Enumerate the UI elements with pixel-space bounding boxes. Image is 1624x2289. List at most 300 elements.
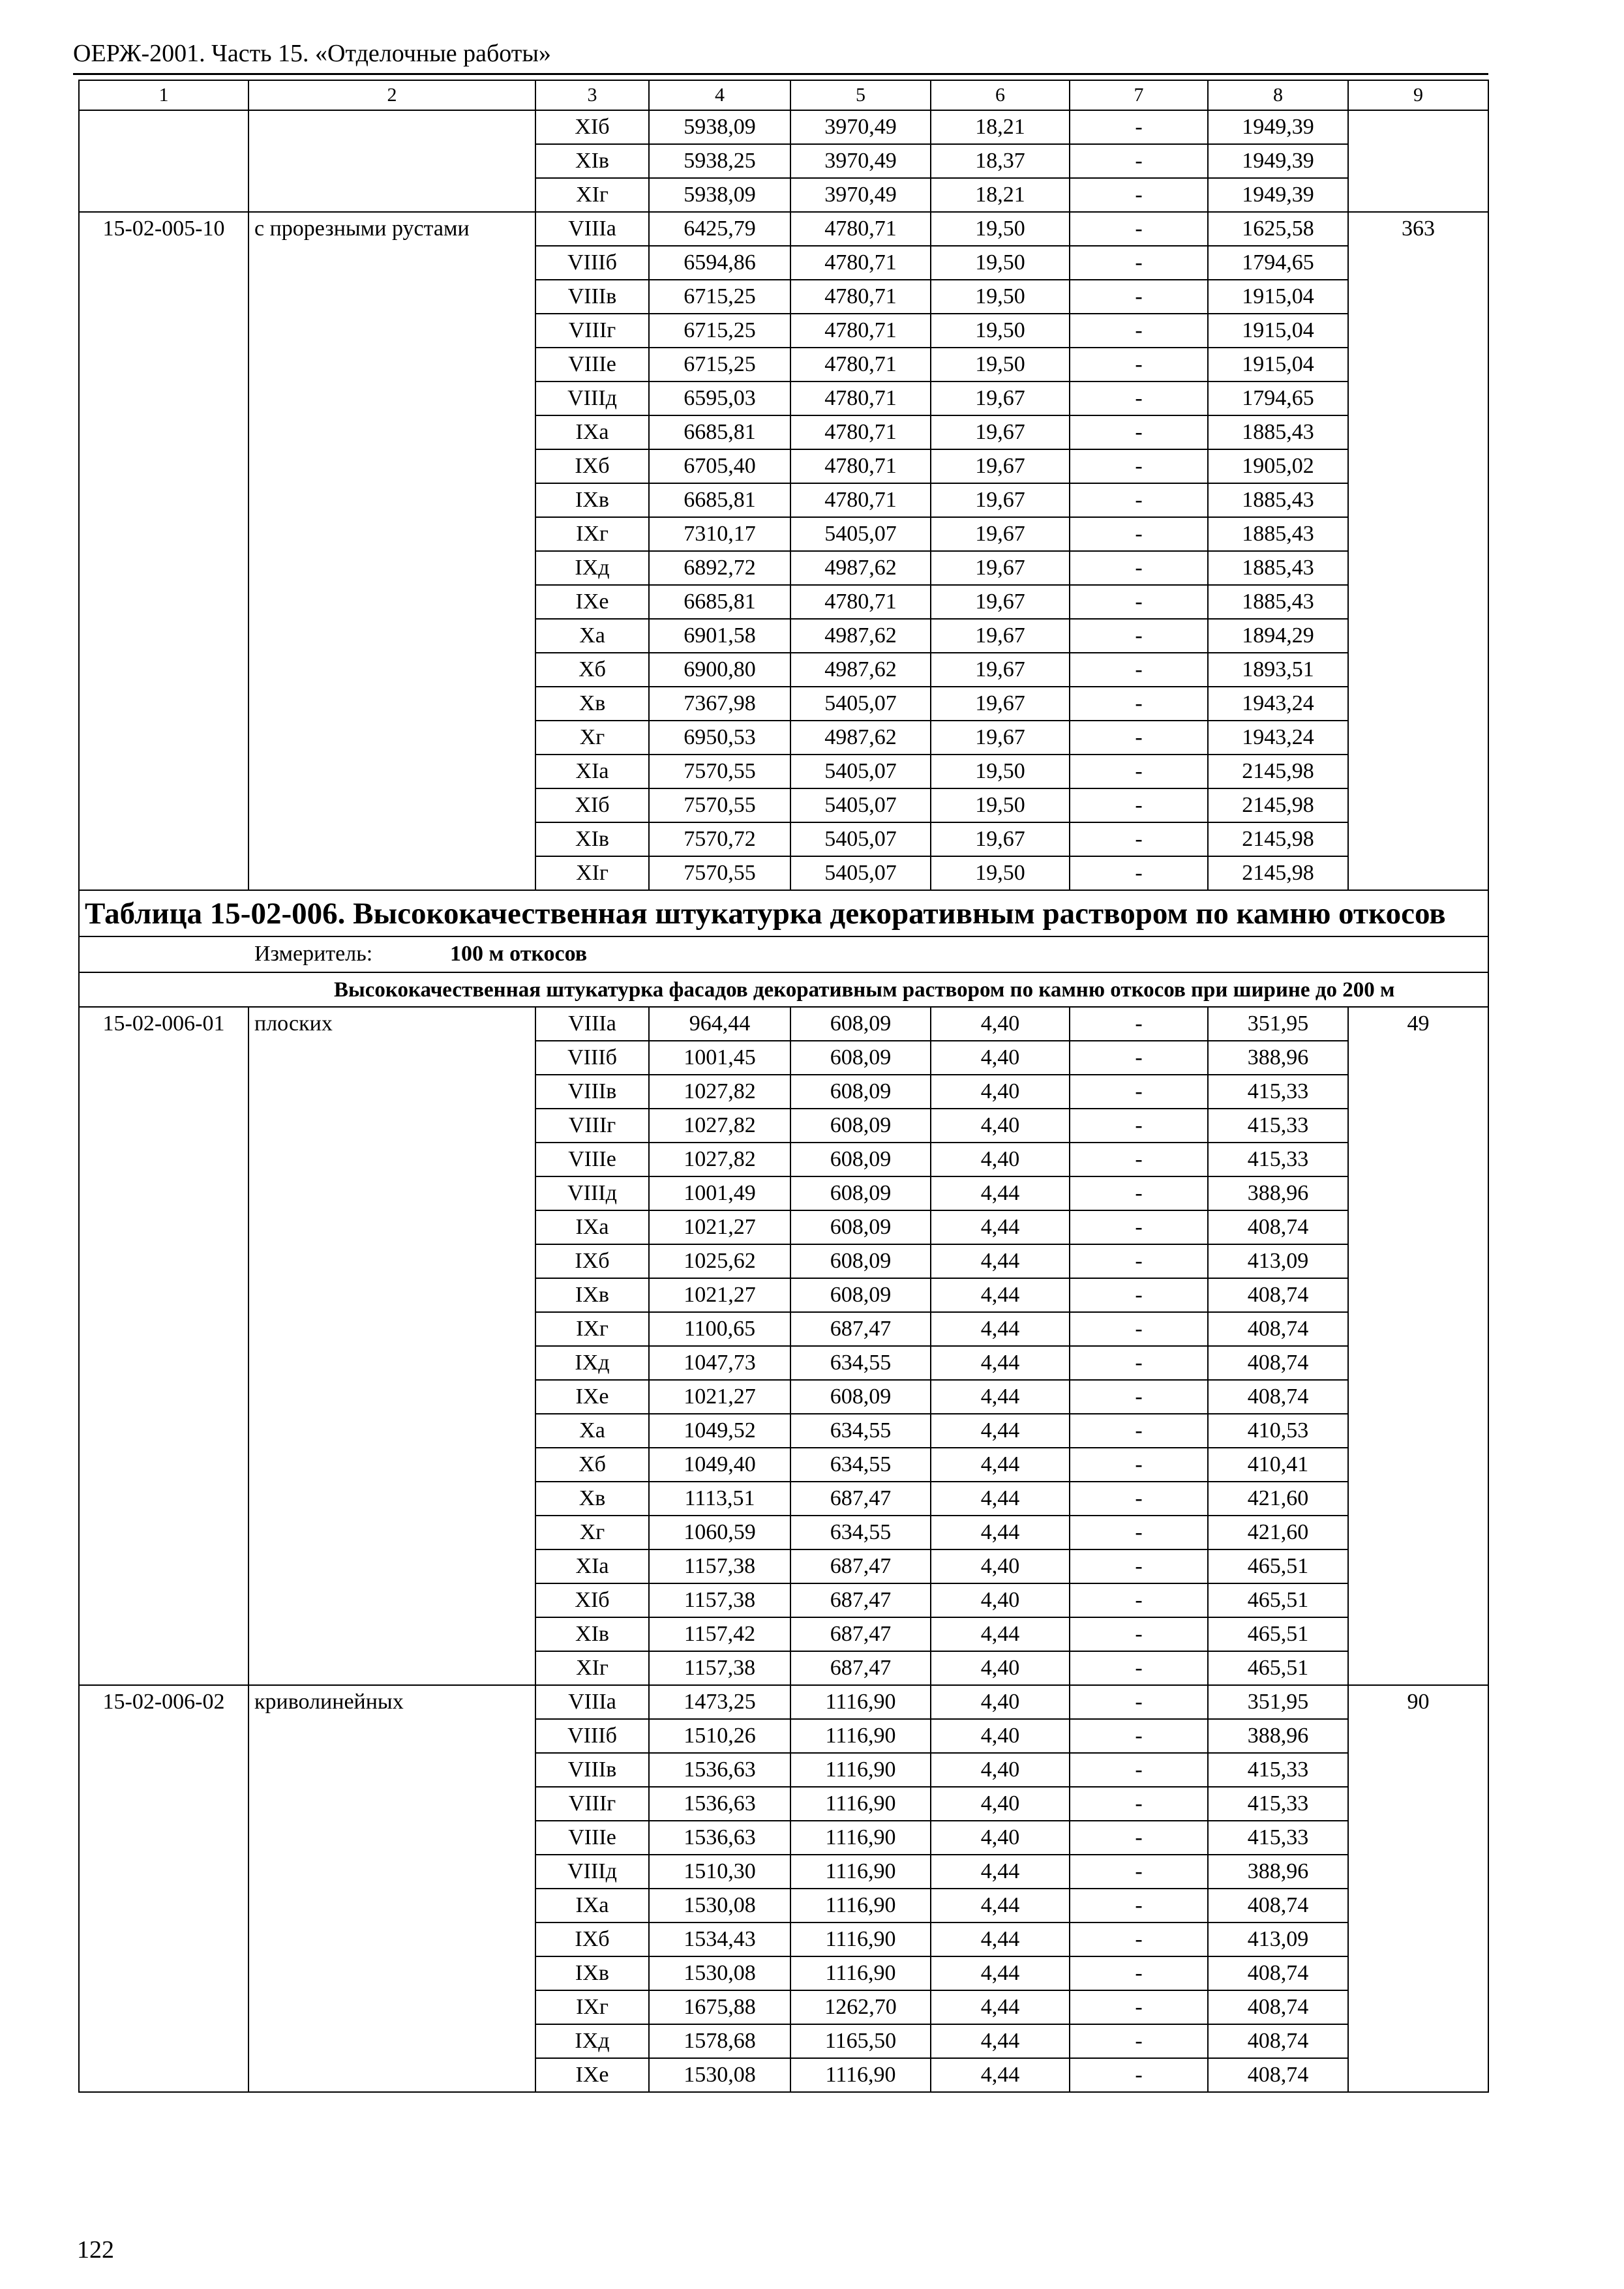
total-cost-cell: 1578,68 [649, 2024, 790, 2058]
machine-cost-cell: 19,67 [931, 822, 1070, 856]
driver-wages-cell: - [1070, 653, 1208, 687]
material-cost-cell: 1943,24 [1208, 687, 1348, 721]
driver-wages-cell: - [1070, 246, 1208, 280]
total-cost-cell: 1049,52 [649, 1414, 790, 1448]
machine-cost-cell: 4,40 [931, 1041, 1070, 1075]
total-cost-cell: 7570,55 [649, 788, 790, 822]
wages-cell: 5405,07 [790, 822, 931, 856]
driver-wages-cell: - [1070, 1685, 1208, 1719]
total-cost-cell: 1021,27 [649, 1278, 790, 1312]
material-cost-cell: 408,74 [1208, 1990, 1348, 2024]
rate-code-cell: 15-02-006-02 [79, 1685, 248, 2092]
machine-cost-cell: 19,67 [931, 517, 1070, 551]
driver-wages-cell: - [1070, 1143, 1208, 1176]
material-cost-cell: 1949,39 [1208, 144, 1348, 178]
material-cost-cell: 1915,04 [1208, 280, 1348, 314]
total-cost-cell: 1047,73 [649, 1346, 790, 1380]
zone-cell: IXг [535, 1990, 649, 2024]
material-cost-cell: 1915,04 [1208, 348, 1348, 382]
total-cost-cell: 1536,63 [649, 1821, 790, 1855]
machine-cost-cell: 4,44 [931, 1414, 1070, 1448]
wages-cell: 634,55 [790, 1346, 931, 1380]
wages-cell: 4780,71 [790, 483, 931, 517]
driver-wages-cell: - [1070, 822, 1208, 856]
material-cost-cell: 2145,98 [1208, 822, 1348, 856]
machine-cost-cell: 4,40 [931, 1753, 1070, 1787]
wages-cell: 1116,90 [790, 1855, 931, 1889]
zone-cell: Xв [535, 687, 649, 721]
machine-cost-cell: 19,50 [931, 348, 1070, 382]
wages-cell: 1116,90 [790, 1922, 931, 1956]
driver-wages-cell: - [1070, 314, 1208, 348]
driver-wages-cell: - [1070, 144, 1208, 178]
rate-code-cell: 15-02-005-10 [79, 212, 248, 890]
machine-cost-cell: 4,44 [931, 1278, 1070, 1312]
wages-cell: 4987,62 [790, 551, 931, 585]
driver-wages-cell: - [1070, 1617, 1208, 1651]
driver-wages-cell: - [1070, 1482, 1208, 1516]
material-cost-cell: 351,95 [1208, 1007, 1348, 1041]
machine-cost-cell: 4,44 [931, 1617, 1070, 1651]
header-rule [73, 73, 1488, 75]
wages-cell: 634,55 [790, 1516, 931, 1549]
wages-cell: 4780,71 [790, 314, 931, 348]
total-cost-cell: 6425,79 [649, 212, 790, 246]
driver-wages-cell: - [1070, 2058, 1208, 2092]
total-cost-cell: 6715,25 [649, 314, 790, 348]
machine-cost-cell: 19,50 [931, 280, 1070, 314]
wages-cell: 3970,49 [790, 178, 931, 212]
zone-cell: VIIIв [535, 1075, 649, 1109]
wages-cell: 4780,71 [790, 212, 931, 246]
meter-cell [79, 936, 1488, 972]
total-cost-cell: 964,44 [649, 1007, 790, 1041]
material-cost-cell: 408,74 [1208, 1210, 1348, 1244]
zone-cell: Xг [535, 721, 649, 755]
wages-cell: 634,55 [790, 1414, 931, 1448]
page-number: 122 [77, 2236, 114, 2264]
total-cost-cell: 1157,38 [649, 1583, 790, 1617]
zone-cell: IXг [535, 1312, 649, 1346]
total-cost-cell: 1510,26 [649, 1719, 790, 1753]
total-cost-cell: 7310,17 [649, 517, 790, 551]
rate-code-cell [79, 110, 248, 212]
driver-wages-cell: - [1070, 1244, 1208, 1278]
column-number: 7 [1070, 80, 1208, 110]
machine-cost-cell: 4,44 [931, 1176, 1070, 1210]
driver-wages-cell: - [1070, 1719, 1208, 1753]
zone-cell: XIв [535, 144, 649, 178]
zone-cell: VIIIд [535, 1176, 649, 1210]
total-cost-cell: 6685,81 [649, 585, 790, 619]
machine-cost-cell: 19,67 [931, 721, 1070, 755]
work-description-cell [248, 110, 535, 212]
zone-cell: VIIIб [535, 246, 649, 280]
driver-wages-cell: - [1070, 619, 1208, 653]
machine-cost-cell: 19,67 [931, 585, 1070, 619]
driver-wages-cell: - [1070, 1007, 1208, 1041]
material-cost-cell: 408,74 [1208, 2058, 1348, 2092]
material-cost-cell: 415,33 [1208, 1787, 1348, 1821]
column-number: 2 [248, 80, 535, 110]
machine-cost-cell: 4,44 [931, 1312, 1070, 1346]
material-cost-cell: 2145,98 [1208, 788, 1348, 822]
driver-wages-cell: - [1070, 1075, 1208, 1109]
wages-cell: 608,09 [790, 1244, 931, 1278]
total-cost-cell: 1530,08 [649, 1956, 790, 1990]
wages-cell: 608,09 [790, 1278, 931, 1312]
machine-cost-cell: 19,50 [931, 212, 1070, 246]
labor-cost-cell [1348, 110, 1488, 212]
wages-cell: 608,09 [790, 1143, 931, 1176]
table-row [79, 212, 1488, 246]
zone-cell: VIIIб [535, 1041, 649, 1075]
wages-cell: 634,55 [790, 1448, 931, 1482]
driver-wages-cell: - [1070, 212, 1208, 246]
zone-cell: VIIIг [535, 1787, 649, 1821]
zone-cell: VIIIа [535, 212, 649, 246]
total-cost-cell: 1157,38 [649, 1651, 790, 1685]
total-cost-cell: 7570,72 [649, 822, 790, 856]
wages-cell: 3970,49 [790, 110, 931, 144]
material-cost-cell: 1885,43 [1208, 551, 1348, 585]
total-cost-cell: 6685,81 [649, 483, 790, 517]
wages-cell: 5405,07 [790, 856, 931, 890]
material-cost-cell: 1905,02 [1208, 449, 1348, 483]
total-cost-cell: 1025,62 [649, 1244, 790, 1278]
zone-cell: XIв [535, 1617, 649, 1651]
driver-wages-cell: - [1070, 687, 1208, 721]
zone-cell: XIг [535, 856, 649, 890]
table-row [79, 1007, 1488, 1041]
material-cost-cell: 1885,43 [1208, 415, 1348, 449]
material-cost-cell: 1894,29 [1208, 619, 1348, 653]
total-cost-cell: 1157,42 [649, 1617, 790, 1651]
driver-wages-cell: - [1070, 1176, 1208, 1210]
machine-cost-cell: 18,21 [931, 110, 1070, 144]
machine-cost-cell: 4,40 [931, 1685, 1070, 1719]
driver-wages-cell: - [1070, 1109, 1208, 1143]
machine-cost-cell: 4,44 [931, 2024, 1070, 2058]
total-cost-cell: 6900,80 [649, 653, 790, 687]
driver-wages-cell: - [1070, 1889, 1208, 1922]
machine-cost-cell: 4,40 [931, 1821, 1070, 1855]
machine-cost-cell: 19,67 [931, 687, 1070, 721]
driver-wages-cell: - [1070, 1549, 1208, 1583]
total-cost-cell: 1049,40 [649, 1448, 790, 1482]
material-cost-cell: 415,33 [1208, 1143, 1348, 1176]
wages-cell: 1116,90 [790, 1719, 931, 1753]
column-number: 1 [79, 80, 248, 110]
machine-cost-cell: 4,40 [931, 1787, 1070, 1821]
total-cost-cell: 1536,63 [649, 1753, 790, 1787]
total-cost-cell: 1021,27 [649, 1380, 790, 1414]
material-cost-cell: 465,51 [1208, 1549, 1348, 1583]
wages-cell: 1116,90 [790, 1787, 931, 1821]
material-cost-cell: 415,33 [1208, 1075, 1348, 1109]
zone-cell: VIIIв [535, 280, 649, 314]
page-header: ОЕРЖ-2001. Часть 15. «Отделочные работы» [73, 40, 551, 67]
zone-cell: Xг [535, 1516, 649, 1549]
material-cost-cell: 1794,65 [1208, 382, 1348, 415]
zone-cell: IXб [535, 1244, 649, 1278]
machine-cost-cell: 19,50 [931, 856, 1070, 890]
wages-cell: 608,09 [790, 1380, 931, 1414]
zone-cell: IXд [535, 2024, 649, 2058]
subheading: Высококачественная штукатурка фасадов декоративным раствором по камню откосов при ширине до 200 м [334, 978, 1395, 1002]
total-cost-cell: 5938,25 [649, 144, 790, 178]
material-cost-cell: 388,96 [1208, 1719, 1348, 1753]
total-cost-cell: 1100,65 [649, 1312, 790, 1346]
machine-cost-cell: 4,40 [931, 1007, 1070, 1041]
total-cost-cell: 6705,40 [649, 449, 790, 483]
machine-cost-cell: 4,44 [931, 1990, 1070, 2024]
material-cost-cell: 421,60 [1208, 1516, 1348, 1549]
total-cost-cell: 7570,55 [649, 755, 790, 788]
wages-cell: 1116,90 [790, 1956, 931, 1990]
wages-cell: 687,47 [790, 1482, 931, 1516]
zone-cell: XIг [535, 178, 649, 212]
zone-cell: VIIIе [535, 348, 649, 382]
labor-cost-cell: 90 [1348, 1685, 1488, 2092]
driver-wages-cell: - [1070, 1821, 1208, 1855]
zone-cell: XIв [535, 822, 649, 856]
zone-cell: IXа [535, 1210, 649, 1244]
total-cost-cell: 6715,25 [649, 280, 790, 314]
machine-cost-cell: 19,67 [931, 551, 1070, 585]
driver-wages-cell: - [1070, 517, 1208, 551]
wages-cell: 3970,49 [790, 144, 931, 178]
material-cost-cell: 415,33 [1208, 1109, 1348, 1143]
driver-wages-cell: - [1070, 348, 1208, 382]
column-number: 8 [1208, 80, 1348, 110]
material-cost-cell: 1893,51 [1208, 653, 1348, 687]
machine-cost-cell: 19,50 [931, 755, 1070, 788]
driver-wages-cell: - [1070, 1990, 1208, 2024]
machine-cost-cell: 18,37 [931, 144, 1070, 178]
driver-wages-cell: - [1070, 449, 1208, 483]
material-cost-cell: 351,95 [1208, 1685, 1348, 1719]
work-description-cell: с прорезными рустами [248, 212, 535, 890]
total-cost-cell: 6685,81 [649, 415, 790, 449]
machine-cost-cell: 4,40 [931, 1143, 1070, 1176]
column-number: 3 [535, 80, 649, 110]
wages-cell: 4780,71 [790, 449, 931, 483]
wages-cell: 5405,07 [790, 755, 931, 788]
zone-cell: IXа [535, 415, 649, 449]
total-cost-cell: 1534,43 [649, 1922, 790, 1956]
zone-cell: Xб [535, 1448, 649, 1482]
total-cost-cell: 6950,53 [649, 721, 790, 755]
driver-wages-cell: - [1070, 1787, 1208, 1821]
wages-cell: 1165,50 [790, 2024, 931, 2058]
zone-cell: VIIIд [535, 1855, 649, 1889]
zone-cell: XIб [535, 1583, 649, 1617]
machine-cost-cell: 4,44 [931, 1380, 1070, 1414]
driver-wages-cell: - [1070, 483, 1208, 517]
zone-cell: VIIIг [535, 314, 649, 348]
table-body [79, 80, 1488, 2092]
work-description-cell: криволинейных [248, 1685, 535, 2092]
wages-cell: 4987,62 [790, 653, 931, 687]
material-cost-cell: 388,96 [1208, 1176, 1348, 1210]
driver-wages-cell: - [1070, 1956, 1208, 1990]
driver-wages-cell: - [1070, 1278, 1208, 1312]
zone-cell: IXд [535, 551, 649, 585]
wages-cell: 608,09 [790, 1176, 931, 1210]
machine-cost-cell: 19,67 [931, 619, 1070, 653]
machine-cost-cell: 4,40 [931, 1651, 1070, 1685]
wages-cell: 4780,71 [790, 280, 931, 314]
subheading-cell [79, 972, 1488, 1007]
machine-cost-cell: 19,67 [931, 382, 1070, 415]
zone-cell: IXг [535, 517, 649, 551]
wages-cell: 608,09 [790, 1007, 931, 1041]
zone-cell: VIIIв [535, 1753, 649, 1787]
machine-cost-cell: 4,44 [931, 1346, 1070, 1380]
total-cost-cell: 1536,63 [649, 1787, 790, 1821]
column-number: 4 [649, 80, 790, 110]
zone-cell: IXе [535, 585, 649, 619]
column-number: 9 [1348, 80, 1488, 110]
total-cost-cell: 1510,30 [649, 1855, 790, 1889]
zone-cell: XIб [535, 788, 649, 822]
total-cost-cell: 6715,25 [649, 348, 790, 382]
driver-wages-cell: - [1070, 1753, 1208, 1787]
total-cost-cell: 7570,55 [649, 856, 790, 890]
driver-wages-cell: - [1070, 1312, 1208, 1346]
driver-wages-cell: - [1070, 1380, 1208, 1414]
driver-wages-cell: - [1070, 110, 1208, 144]
total-cost-cell: 1530,08 [649, 2058, 790, 2092]
driver-wages-cell: - [1070, 585, 1208, 619]
meter-value: 100 м откосов [450, 941, 588, 966]
wages-cell: 687,47 [790, 1312, 931, 1346]
zone-cell: IXв [535, 1956, 649, 1990]
driver-wages-cell: - [1070, 1922, 1208, 1956]
meter-label: Измеритель: [254, 941, 373, 966]
material-cost-cell: 1794,65 [1208, 246, 1348, 280]
wages-cell: 5405,07 [790, 788, 931, 822]
total-cost-cell: 1001,45 [649, 1041, 790, 1075]
wages-cell: 4780,71 [790, 382, 931, 415]
machine-cost-cell: 19,67 [931, 449, 1070, 483]
zone-cell: IXб [535, 1922, 649, 1956]
wages-cell: 4987,62 [790, 721, 931, 755]
driver-wages-cell: - [1070, 1448, 1208, 1482]
driver-wages-cell: - [1070, 178, 1208, 212]
total-cost-cell: 1027,82 [649, 1075, 790, 1109]
material-cost-cell: 410,53 [1208, 1414, 1348, 1448]
material-cost-cell: 408,74 [1208, 1312, 1348, 1346]
wages-cell: 4780,71 [790, 348, 931, 382]
material-cost-cell: 408,74 [1208, 1346, 1348, 1380]
column-number-row [79, 80, 1488, 110]
driver-wages-cell: - [1070, 856, 1208, 890]
machine-cost-cell: 19,50 [931, 314, 1070, 348]
driver-wages-cell: - [1070, 1041, 1208, 1075]
wages-cell: 1116,90 [790, 1685, 931, 1719]
machine-cost-cell: 19,50 [931, 788, 1070, 822]
material-cost-cell: 388,96 [1208, 1041, 1348, 1075]
zone-cell: Xв [535, 1482, 649, 1516]
zone-cell: VIIIб [535, 1719, 649, 1753]
wages-cell: 608,09 [790, 1075, 931, 1109]
machine-cost-cell: 4,40 [931, 1719, 1070, 1753]
material-cost-cell: 388,96 [1208, 1855, 1348, 1889]
wages-cell: 1262,70 [790, 1990, 931, 2024]
driver-wages-cell: - [1070, 1346, 1208, 1380]
column-number: 5 [790, 80, 931, 110]
driver-wages-cell: - [1070, 755, 1208, 788]
wages-cell: 687,47 [790, 1651, 931, 1685]
machine-cost-cell: 18,21 [931, 178, 1070, 212]
machine-cost-cell: 4,40 [931, 1109, 1070, 1143]
total-cost-cell: 1530,08 [649, 1889, 790, 1922]
wages-cell: 4987,62 [790, 619, 931, 653]
material-cost-cell: 408,74 [1208, 2024, 1348, 2058]
driver-wages-cell: - [1070, 1651, 1208, 1685]
machine-cost-cell: 4,44 [931, 1855, 1070, 1889]
driver-wages-cell: - [1070, 721, 1208, 755]
machine-cost-cell: 4,44 [931, 2058, 1070, 2092]
machine-cost-cell: 4,40 [931, 1583, 1070, 1617]
material-cost-cell: 408,74 [1208, 1956, 1348, 1990]
machine-cost-cell: 19,50 [931, 246, 1070, 280]
machine-cost-cell: 19,67 [931, 483, 1070, 517]
machine-cost-cell: 4,44 [931, 1889, 1070, 1922]
wages-cell: 5405,07 [790, 687, 931, 721]
zone-cell: IXе [535, 1380, 649, 1414]
zone-cell: VIIIг [535, 1109, 649, 1143]
total-cost-cell: 1675,88 [649, 1990, 790, 2024]
material-cost-cell: 2145,98 [1208, 755, 1348, 788]
driver-wages-cell: - [1070, 551, 1208, 585]
material-cost-cell: 415,33 [1208, 1753, 1348, 1787]
material-cost-cell: 1885,43 [1208, 585, 1348, 619]
zone-cell: VIIIд [535, 382, 649, 415]
material-cost-cell: 408,74 [1208, 1889, 1348, 1922]
wages-cell: 1116,90 [790, 1889, 931, 1922]
machine-cost-cell: 4,44 [931, 1922, 1070, 1956]
wages-cell: 1116,90 [790, 1821, 931, 1855]
material-cost-cell: 413,09 [1208, 1244, 1348, 1278]
wages-cell: 4780,71 [790, 585, 931, 619]
material-cost-cell: 1885,43 [1208, 517, 1348, 551]
machine-cost-cell: 4,44 [931, 1516, 1070, 1549]
zone-cell: IXа [535, 1889, 649, 1922]
wages-cell: 687,47 [790, 1617, 931, 1651]
section-title-row [79, 890, 1488, 936]
driver-wages-cell: - [1070, 1855, 1208, 1889]
total-cost-cell: 6595,03 [649, 382, 790, 415]
material-cost-cell: 1943,24 [1208, 721, 1348, 755]
material-cost-cell: 421,60 [1208, 1482, 1348, 1516]
material-cost-cell: 465,51 [1208, 1651, 1348, 1685]
wages-cell: 1116,90 [790, 2058, 931, 2092]
zone-cell: IXб [535, 449, 649, 483]
wages-cell: 5405,07 [790, 517, 931, 551]
zone-cell: Xа [535, 619, 649, 653]
material-cost-cell: 2145,98 [1208, 856, 1348, 890]
material-cost-cell: 415,33 [1208, 1821, 1348, 1855]
material-cost-cell: 465,51 [1208, 1617, 1348, 1651]
total-cost-cell: 1027,82 [649, 1109, 790, 1143]
meter-row [79, 936, 1488, 972]
subheading-row [79, 972, 1488, 1007]
wages-cell: 608,09 [790, 1109, 931, 1143]
zone-cell: XIг [535, 1651, 649, 1685]
